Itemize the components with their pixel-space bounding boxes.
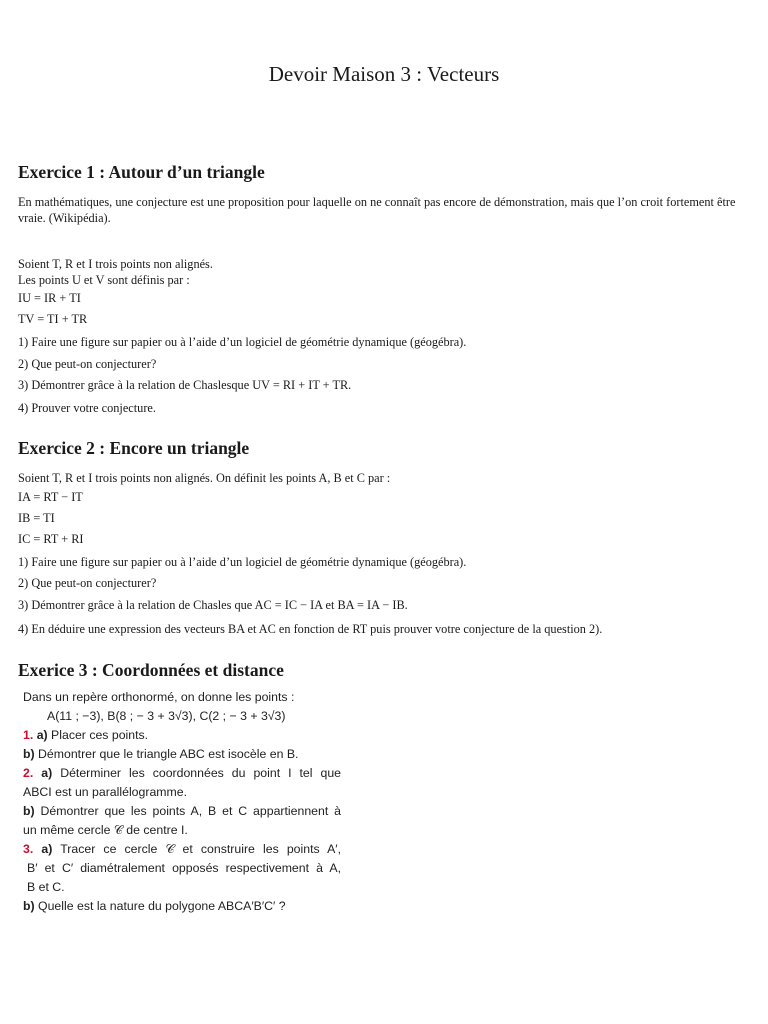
exercise-2-question-2: 2) Que peut-on conjecturer? xyxy=(18,576,157,590)
exercise-3-item-3a xyxy=(23,840,341,859)
part-text: Déterminer les coordonnées du point I tel que xyxy=(60,766,342,780)
exercise-3-item-2a-continued: ABCI est un parallélogramme. xyxy=(23,785,188,799)
exercise-3-item-2a xyxy=(23,764,341,783)
exercise-2-givens: Soient T, R et I trois points non alignés. On définit les points A, B et C par : xyxy=(18,471,391,485)
part-text: Tracer ce cercle 𝒞 et construire les points A′, xyxy=(60,842,342,856)
exercise-1-question-4: 4) Prouver votre conjecture. xyxy=(18,401,156,415)
exercise-2-equation-3: IC = RT + RI xyxy=(18,532,84,546)
exercise-3-item-2b-continued: un même cercle 𝒞 de centre I. xyxy=(23,823,188,837)
question-number-3: 3. xyxy=(23,842,34,856)
exercise-2-question-4: 4) En déduire une expression des vecteurs BA et AC en fonction de RT puis prouver votre conjecture de la question 2). xyxy=(18,622,603,636)
exercise-1-equation-1: IU = IR + TI xyxy=(18,291,81,305)
exercise-1-intro: En mathématiques, une conjecture est une proposition pour laquelle on ne connaît pas encore de démonstration, mais que l’on croit fortement être vraie. (Wikipédia). xyxy=(18,195,736,225)
part-label: b) xyxy=(23,899,35,913)
exercise-1-definition-line: Les points U et V sont définis par : xyxy=(18,273,190,287)
part-text: Placer ces points. xyxy=(51,728,149,742)
exercise-2-equation-1: IA = RT − IT xyxy=(18,490,83,504)
document-title: Devoir Maison 3 : Vecteurs xyxy=(268,62,500,86)
exercise-1-heading: Exercice 1 : Autour d’un triangle xyxy=(18,162,265,182)
exercise-3-item-1a xyxy=(23,726,341,745)
exercise-1-question-1: 1) Faire une figure sur papier ou à l’aide d’un logiciel de géométrie dynamique (géogébra). xyxy=(18,335,467,349)
exercise-1-equation-2: TV = TI + TR xyxy=(18,312,88,326)
exercise-3-heading: Exerice 3 : Coordonnées et distance xyxy=(18,660,284,680)
exercise-1-question-2: 2) Que peut-on conjecturer? xyxy=(18,357,157,371)
exercise-3-intro: Dans un repère orthonormé, on donne les points : xyxy=(23,690,295,704)
question-number-1: 1. xyxy=(23,728,34,742)
part-label: b) xyxy=(23,747,35,761)
exercise-2-question-1: 1) Faire une figure sur papier ou à l’aide d’un logiciel de géométrie dynamique (géogébra). xyxy=(18,555,467,569)
question-number-2: 2. xyxy=(23,766,34,780)
part-label: a) xyxy=(41,766,53,780)
exercise-3-item-3a-continued: B′ et C′ diamétralement opposés respectivement à A, xyxy=(27,861,341,875)
exercise-3-item-3b xyxy=(23,897,341,916)
part-text: Quelle est la nature du polygone ABCA′B′C′ ? xyxy=(38,899,286,913)
exercise-1-question-3: 3) Démontrer grâce à la relation de Chaslesque UV = RI + IT + TR. xyxy=(18,378,352,392)
exercise-3-item-1b xyxy=(23,745,341,764)
exercise-3-points: A(11 ; −3), B(8 ; − 3 + 3√3), C(2 ; − 3 + 3√3) xyxy=(47,709,286,723)
exercise-2-heading: Exercice 2 : Encore un triangle xyxy=(18,438,250,458)
exercise-1-givens: Soient T, R et I trois points non alignés. xyxy=(18,257,213,271)
part-label: b) xyxy=(23,804,35,818)
exercise-3-item-2b xyxy=(23,802,341,821)
part-text: Démontrer que le triangle ABC est isocèle en B. xyxy=(38,747,299,761)
exercise-2-question-3: 3) Démontrer grâce à la relation de Chasles que AC = IC − IA et BA = IA − IB. xyxy=(18,598,408,612)
exercise-3-scanned-block xyxy=(23,688,341,916)
part-text: Démontrer que les points A, B et C appartiennent à xyxy=(40,804,342,818)
exercise-3-item-3a-end: B et C. xyxy=(27,880,65,894)
exercise-2-equation-2: IB = TI xyxy=(18,511,55,525)
part-label: a) xyxy=(36,728,48,742)
part-label: a) xyxy=(41,842,53,856)
